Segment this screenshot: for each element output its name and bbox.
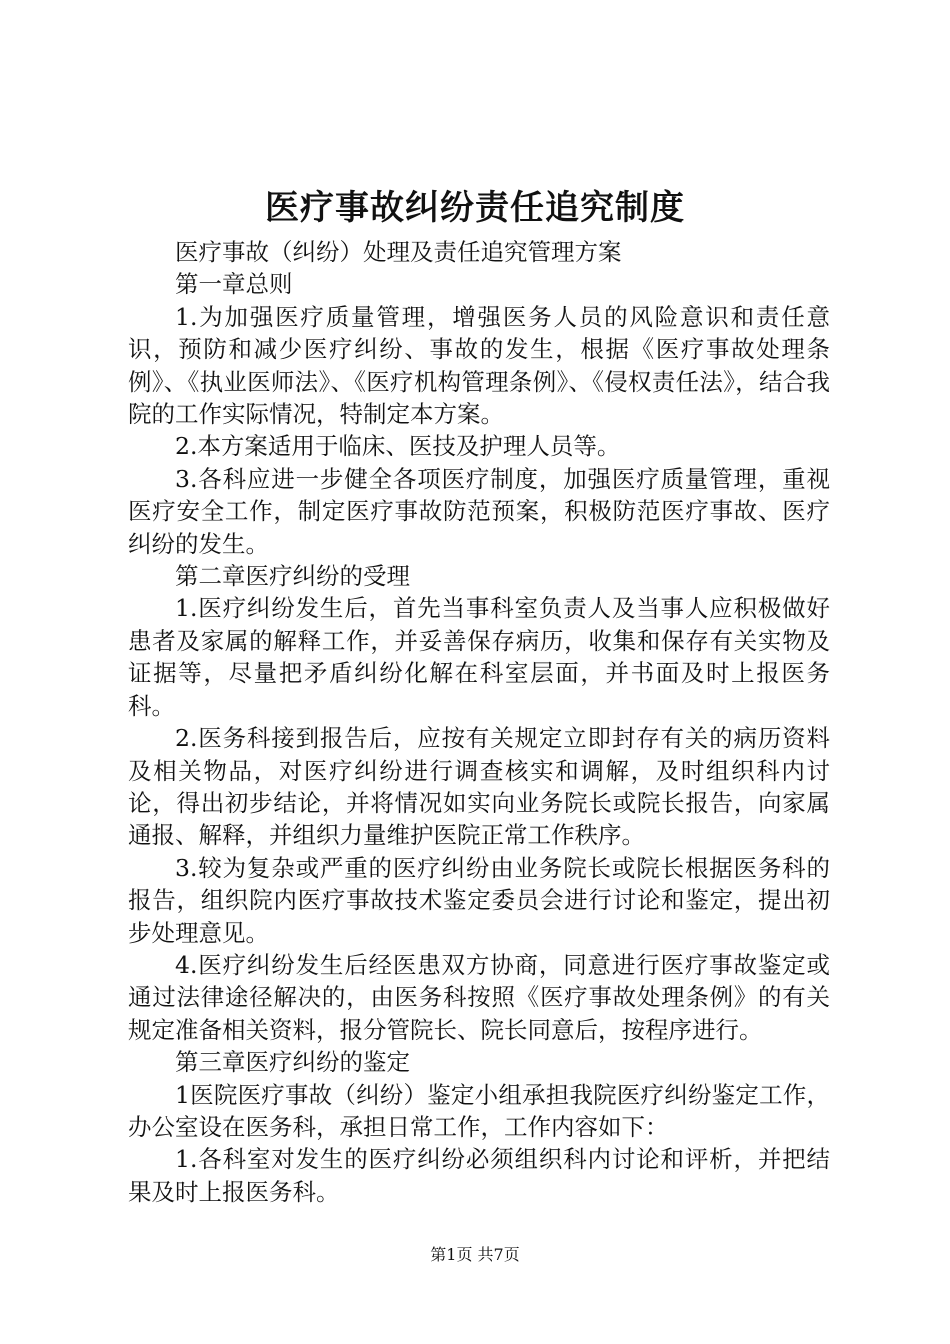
paragraph: 3.各科应进一步健全各项医疗制度，加强医疗质量管理，重视医疗安全工作，制定医疗事故防范预案，积极防范医疗事故、医疗纠纷的发生。	[128, 464, 830, 558]
document-body	[128, 236, 830, 1208]
subtitle: 医疗事故（纠纷）处理及责任追究管理方案	[175, 238, 622, 266]
paragraph: 1.各科室对发生的医疗纠纷必须组织科内讨论和评析，并把结果及时上报医务科。	[128, 1145, 830, 1206]
paragraph: 1医院医疗事故（纠纷）鉴定小组承担我院医疗纠纷鉴定工作，办公室设在医务科，承担日常工作，工作内容如下：	[128, 1080, 830, 1141]
paragraph: 1.医疗纠纷发生后，首先当事科室负责人及当事人应积极做好患者及家属的解释工作，并妥善保存病历，收集和保存有关实物及证据等，尽量把矛盾纠纷化解在科室层面，并书面及时上报医务科。	[128, 594, 830, 720]
paragraph: 2.本方案适用于临床、医技及护理人员等。	[175, 432, 621, 461]
paragraph: 2.医务科接到报告后，应按有关规定立即封存有关的病历资料及相关物品，对医疗纠纷进行调查核实和调解，及时组织科内讨论，得出初步结论，并将情况如实向业务院长或院长报告，向家属通报、解释，并组织力量维护医院正常工作秩序。	[128, 724, 830, 850]
document-title: 医疗事故纠纷责任追究制度	[265, 188, 685, 228]
chapter-heading: 第三章医疗纠纷的鉴定	[175, 1048, 410, 1077]
chapter-heading: 第二章医疗纠纷的受理	[175, 562, 410, 591]
paragraph: 4.医疗纠纷发生后经医患双方协商，同意进行医疗事故鉴定或通过法律途径解决的，由医务科按照《医疗事故处理条例》的有关规定准备相关资料，报分管院长、院长同意后，按程序进行。	[128, 950, 830, 1044]
chapter-heading: 第一章总则	[175, 270, 293, 299]
paragraph: 1.为加强医疗质量管理，增强医务人员的风险意识和责任意识，预防和减少医疗纠纷、事故的发生，根据《医疗事故处理条例》、《执业医师法》、《医疗机构管理条例》、《侵权责任法》，结合我院的工作实际情况，特制定本方案。	[128, 302, 830, 429]
paragraph: 3.较为复杂或严重的医疗纠纷由业务院长或院长根据医务科的报告，组织院内医疗事故技术鉴定委员会进行讨论和鉴定，提出初步处理意见。	[128, 853, 830, 947]
page-footer: 第1页 共7页	[430, 1245, 520, 1264]
